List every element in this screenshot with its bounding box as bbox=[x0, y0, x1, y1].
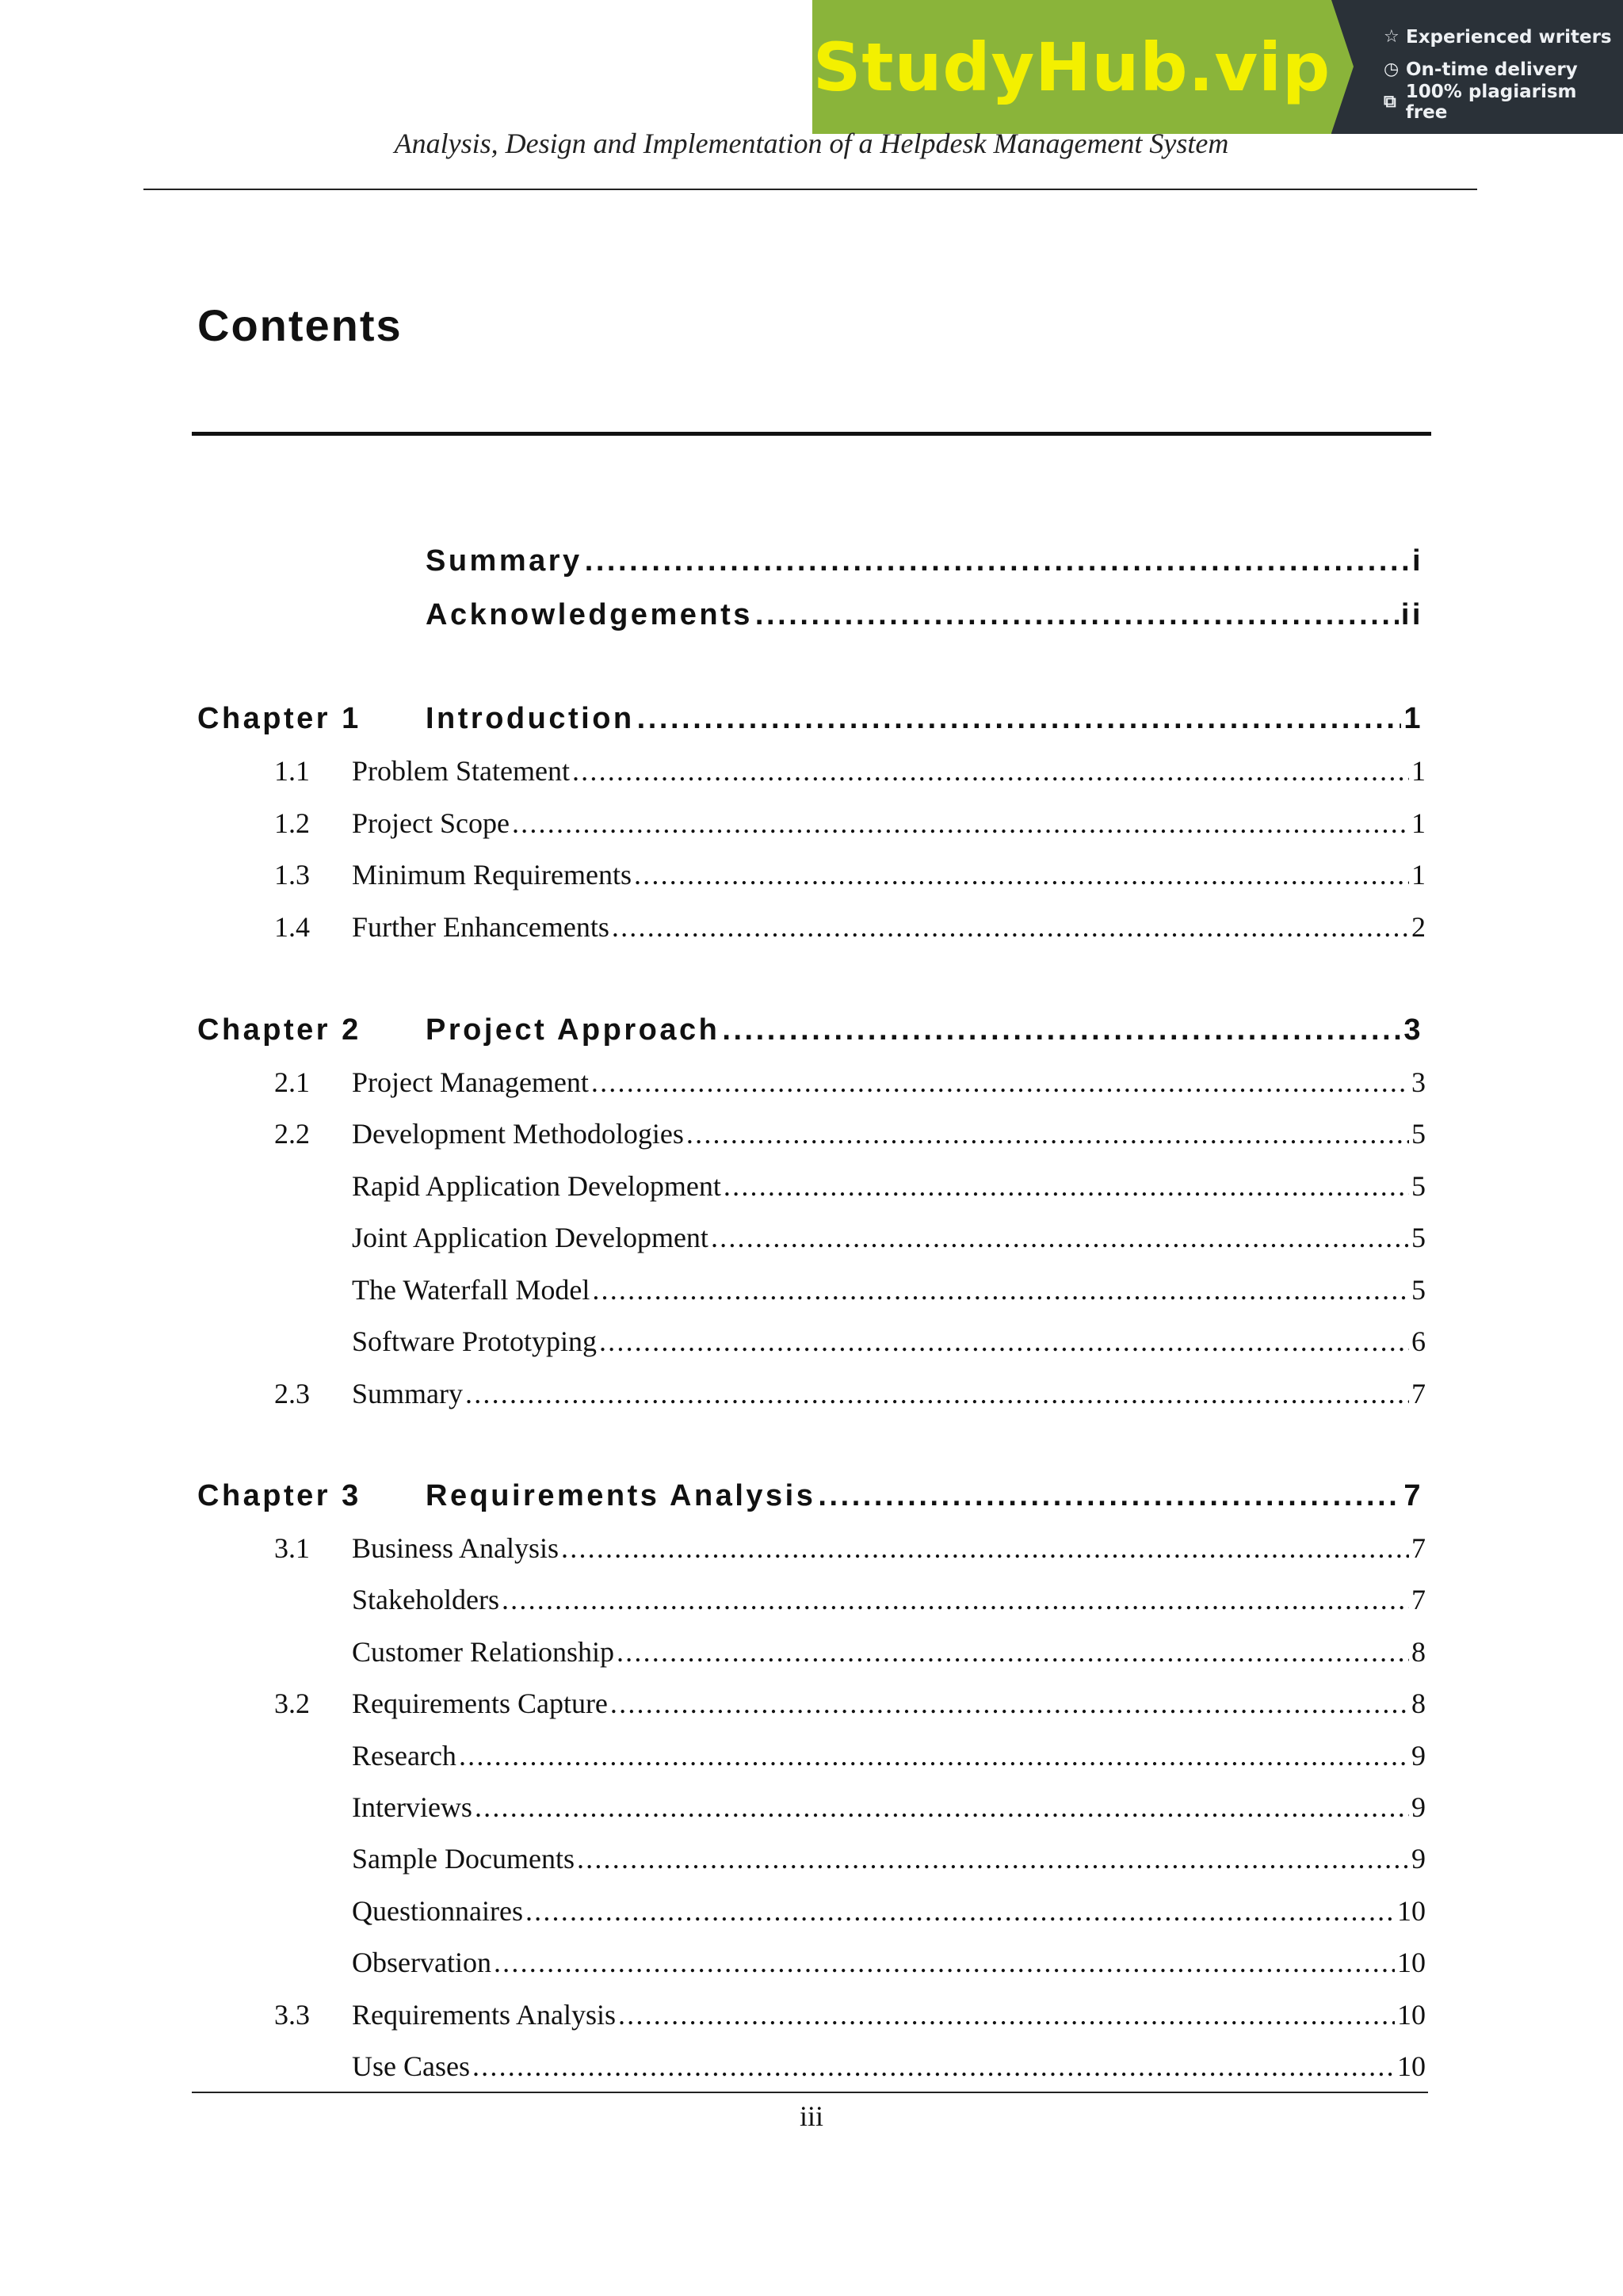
brand-name: StudyHub.vip bbox=[812, 28, 1331, 106]
dot-leader bbox=[610, 1687, 1409, 1720]
toc-entry-label: Observation bbox=[352, 1947, 491, 1978]
toc-entry-number: 1.4 bbox=[274, 911, 310, 943]
dot-leader bbox=[618, 1998, 1395, 2031]
dot-leader bbox=[577, 1842, 1409, 1875]
toc-entry-page: 7 bbox=[1411, 1532, 1426, 1564]
toc-entry-label: Sample Documents bbox=[352, 1843, 575, 1875]
star-icon: ☆ bbox=[1384, 27, 1400, 47]
page-number: iii bbox=[799, 2100, 823, 2132]
toc-entry-label: Introduction bbox=[426, 702, 635, 735]
toc-entry[interactable] bbox=[197, 1013, 1423, 1047]
toc-entry[interactable] bbox=[274, 1169, 1426, 1203]
toc-entry-number: 2.3 bbox=[274, 1378, 310, 1409]
toc-entry[interactable] bbox=[274, 2050, 1426, 2083]
copy-icon: ⧉ bbox=[1384, 92, 1396, 112]
feature-text: 100% plagiarism free bbox=[1405, 81, 1577, 123]
toc-entry-number: 2.1 bbox=[274, 1066, 310, 1098]
dot-leader bbox=[722, 1013, 1401, 1047]
toc-entry-number: Chapter 3 bbox=[197, 1479, 361, 1512]
dot-leader bbox=[502, 1583, 1409, 1616]
toc-entry-label: Software Prototyping bbox=[352, 1325, 597, 1357]
toc-entry[interactable] bbox=[274, 1273, 1426, 1306]
toc-entry-number: Chapter 1 bbox=[197, 702, 361, 735]
toc-entry[interactable] bbox=[274, 1583, 1426, 1616]
toc-entry[interactable] bbox=[197, 544, 1423, 578]
toc-entry[interactable] bbox=[197, 702, 1423, 736]
toc-entry-page: 5 bbox=[1411, 1170, 1426, 1202]
feature-text: Experienced writers bbox=[1406, 26, 1612, 48]
dot-leader bbox=[472, 2050, 1395, 2083]
toc-entry-page: 9 bbox=[1411, 1740, 1426, 1772]
toc-entry[interactable] bbox=[274, 1894, 1426, 1928]
toc-entry-label: The Waterfall Model bbox=[352, 1274, 590, 1306]
toc-entry[interactable] bbox=[274, 1221, 1426, 1254]
toc-entry-label: Interviews bbox=[352, 1791, 472, 1823]
toc-entry-page: 10 bbox=[1397, 1947, 1426, 1978]
running-title: Analysis, Design and Implementation of a Helpdesk Management System bbox=[394, 128, 1229, 159]
dot-leader bbox=[494, 1946, 1395, 1979]
dot-leader bbox=[612, 910, 1409, 944]
toc-entry-page: 10 bbox=[1397, 1999, 1426, 2031]
toc-entry-label: Project Approach bbox=[426, 1013, 720, 1047]
toc-entry-label: Stakeholders bbox=[352, 1584, 499, 1615]
toc-entry[interactable] bbox=[197, 598, 1423, 632]
toc-entry-label: Project Scope bbox=[352, 807, 510, 839]
toc-entry-page: 10 bbox=[1397, 1895, 1426, 1927]
toc-entry-page: 7 bbox=[1411, 1378, 1426, 1409]
toc-entry[interactable] bbox=[274, 754, 1426, 788]
toc-entry-page: 5 bbox=[1411, 1118, 1426, 1150]
toc-entry[interactable] bbox=[274, 1377, 1426, 1410]
footer-divider bbox=[192, 2092, 1428, 2093]
dot-leader bbox=[585, 544, 1410, 578]
toc-entry[interactable] bbox=[274, 1739, 1426, 1772]
toc-entry-page: 3 bbox=[1411, 1066, 1426, 1098]
toc-entry-page: 1 bbox=[1411, 859, 1426, 891]
toc-entry-label: Joint Application Development bbox=[352, 1222, 708, 1253]
toc-entry-number: 2.2 bbox=[274, 1118, 310, 1150]
dot-leader bbox=[634, 858, 1409, 891]
toc-entry-number: 3.1 bbox=[274, 1532, 310, 1564]
dot-leader bbox=[465, 1377, 1409, 1410]
toc-entry[interactable] bbox=[274, 1531, 1426, 1565]
toc-entry-label: Questionnaires bbox=[352, 1895, 523, 1927]
toc-entry-label: Requirements Capture bbox=[352, 1688, 608, 1719]
toc-entry-page: 3 bbox=[1403, 1013, 1423, 1047]
toc-entry-page: i bbox=[1411, 544, 1423, 578]
toc-entry-label: Minimum Requirements bbox=[352, 859, 632, 891]
toc-entry-page: 7 bbox=[1411, 1584, 1426, 1615]
dot-leader bbox=[592, 1273, 1409, 1306]
toc-entry[interactable] bbox=[274, 1066, 1426, 1099]
toc-entry[interactable] bbox=[274, 1325, 1426, 1358]
toc-entry[interactable] bbox=[274, 1117, 1426, 1150]
toc-entry-number: 1.2 bbox=[274, 807, 310, 839]
toc-entry-label: Requirements Analysis bbox=[352, 1999, 616, 2031]
toc-entry-page: 1 bbox=[1403, 702, 1423, 735]
toc-entry-page: 6 bbox=[1411, 1325, 1426, 1357]
dot-leader bbox=[755, 598, 1399, 632]
feature-text: On-time delivery bbox=[1406, 59, 1578, 80]
toc-entry-page: 5 bbox=[1411, 1274, 1426, 1306]
toc-entry-label: Requirements Analysis bbox=[426, 1479, 816, 1512]
toc-entry-number: Chapter 2 bbox=[197, 1013, 361, 1047]
toc-entry-page: 1 bbox=[1411, 755, 1426, 787]
toc-entry[interactable] bbox=[274, 1946, 1426, 1979]
page-title: Contents bbox=[197, 300, 403, 350]
toc-entry[interactable] bbox=[274, 1687, 1426, 1720]
toc-entry[interactable] bbox=[274, 1635, 1426, 1669]
toc-entry-label: Development Methodologies bbox=[352, 1118, 684, 1150]
toc-entry-label: Research bbox=[352, 1740, 456, 1772]
toc-entry-label: Further Enhancements bbox=[352, 911, 609, 943]
toc-entry-number: 3.2 bbox=[274, 1688, 310, 1719]
dot-leader bbox=[475, 1791, 1409, 1824]
toc-entry-page: 1 bbox=[1411, 807, 1426, 839]
toc-entry-label: Summary bbox=[426, 544, 582, 578]
toc-entry-label: Summary bbox=[352, 1378, 463, 1409]
toc-entry-page: 9 bbox=[1411, 1843, 1426, 1875]
toc-entry-page: 5 bbox=[1411, 1222, 1426, 1253]
toc-entry[interactable] bbox=[197, 1479, 1423, 1513]
toc-entry[interactable] bbox=[274, 1842, 1426, 1875]
toc-entry-page: ii bbox=[1400, 598, 1423, 631]
toc-entry[interactable] bbox=[274, 807, 1426, 840]
dot-leader bbox=[711, 1221, 1409, 1254]
dot-leader bbox=[686, 1117, 1409, 1150]
toc-entry-page: 2 bbox=[1411, 911, 1426, 943]
toc-entry-label: Project Management bbox=[352, 1066, 589, 1098]
toc-entry-label: Customer Relationship bbox=[352, 1636, 614, 1668]
toc-entry-page: 8 bbox=[1411, 1688, 1426, 1719]
dot-leader bbox=[459, 1739, 1409, 1772]
toc-entry-label: Acknowledgements bbox=[426, 598, 753, 631]
dot-leader bbox=[561, 1531, 1409, 1565]
toc-entry-page: 10 bbox=[1397, 2050, 1426, 2082]
dot-leader bbox=[724, 1169, 1409, 1203]
toc-entry-number: 3.3 bbox=[274, 1999, 310, 2031]
dot-leader bbox=[591, 1066, 1409, 1099]
toc-entry-number: 1.3 bbox=[274, 859, 310, 891]
toc-entry-label: Business Analysis bbox=[352, 1532, 559, 1564]
dot-leader bbox=[617, 1635, 1409, 1669]
dot-leader bbox=[818, 1479, 1401, 1513]
toc-entry-page: 9 bbox=[1411, 1791, 1426, 1823]
toc-entry-label: Problem Statement bbox=[352, 755, 570, 787]
dot-leader bbox=[637, 702, 1402, 736]
toc-entry[interactable] bbox=[274, 858, 1426, 891]
clock-icon: ◷ bbox=[1384, 59, 1400, 79]
dot-leader bbox=[512, 807, 1409, 840]
toc-entry-label: Rapid Application Development bbox=[352, 1170, 721, 1202]
dot-leader bbox=[572, 754, 1409, 788]
dot-leader bbox=[599, 1325, 1409, 1358]
dot-leader bbox=[525, 1894, 1395, 1928]
toc-entry-label: Use Cases bbox=[352, 2050, 470, 2082]
toc-entry[interactable] bbox=[274, 1998, 1426, 2031]
toc-entry-number: 1.1 bbox=[274, 755, 310, 787]
toc-entry[interactable] bbox=[274, 910, 1426, 944]
toc-entry-page: 8 bbox=[1411, 1636, 1426, 1668]
toc-entry[interactable] bbox=[274, 1791, 1426, 1824]
toc-entry-page: 7 bbox=[1403, 1479, 1423, 1512]
